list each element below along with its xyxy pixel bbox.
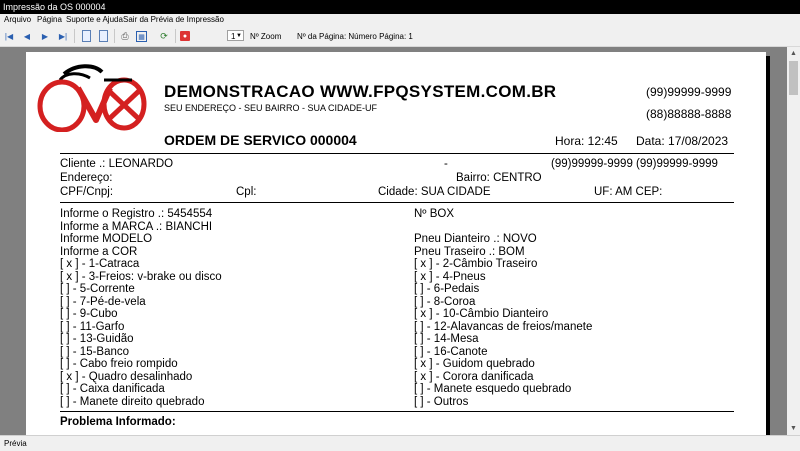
problem-heading: Problema Informado: bbox=[60, 416, 176, 428]
check-item: [ x ] - Quadro desalinhado bbox=[60, 370, 193, 383]
menu-suporte[interactable]: Suporte e Ajuda bbox=[66, 15, 123, 24]
company-name: DEMONSTRACAO WWW.FPQSYSTEM.COM.BR bbox=[164, 82, 557, 101]
check-item: [ ] - 5-Corrente bbox=[60, 283, 135, 295]
order-title: ORDEM DE SERVICO 000004 bbox=[164, 132, 357, 148]
next-page-icon[interactable]: ▶ bbox=[41, 31, 49, 41]
check-item: [ ] - Caixa danificada bbox=[60, 383, 165, 395]
detail-marca: Informe a MARCA .: BIANCHI bbox=[60, 220, 213, 233]
menu-sair-previa[interactable]: Sair da Prévia de Impressão bbox=[123, 15, 224, 24]
check-item: [ x ] - 3-Freios: v-brake ou disco bbox=[60, 270, 222, 283]
client-phones: (99)99999-9999 (99)99999-9999 bbox=[551, 158, 718, 170]
client-city: Cidade: SUA CIDADE bbox=[378, 186, 491, 198]
check-item: [ ] - Cabo freio rompido bbox=[60, 358, 178, 370]
last-page-icon[interactable]: ▶| bbox=[58, 31, 68, 41]
scroll-thumb[interactable] bbox=[789, 61, 798, 95]
check-item: [ ] - 14-Mesa bbox=[414, 333, 479, 345]
detail-pneu-dianteiro: Pneu Dianteiro .: NOVO bbox=[414, 233, 537, 245]
order-date: Data: 17/08/2023 bbox=[636, 134, 729, 148]
client-cpf: CPF/Cnpj: bbox=[60, 186, 114, 198]
menu-arquivo[interactable]: Arquivo bbox=[4, 15, 32, 24]
print-icon[interactable]: ⎙ bbox=[121, 30, 129, 41]
check-item: [ ] - Outros bbox=[414, 395, 469, 408]
prev-page-icon[interactable]: ◀ bbox=[23, 31, 31, 41]
divider bbox=[60, 202, 734, 203]
check-item: [ ] - 9-Cubo bbox=[60, 308, 118, 320]
check-item: [ ] - Manete direito quebrado bbox=[60, 395, 205, 408]
check-item: [ x ] - Guidom quebrado bbox=[414, 358, 535, 370]
check-item: [ x ] - 2-Câmbio Traseiro bbox=[414, 258, 538, 270]
window-title: Impressão da OS 000004 bbox=[0, 0, 800, 14]
client-name: Cliente .: LEONARDO bbox=[60, 158, 174, 170]
toolbar-separator bbox=[74, 29, 75, 43]
divider bbox=[60, 411, 734, 412]
detail-registro: Informe o Registro .: 5454554 bbox=[60, 208, 213, 220]
report-page bbox=[26, 52, 766, 435]
toolbar-separator bbox=[114, 29, 115, 43]
check-item: [ ] - 16-Canote bbox=[414, 345, 488, 358]
status-bar: Prévia bbox=[0, 435, 800, 450]
check-item: [ ] - 8-Coroa bbox=[414, 295, 476, 308]
order-time: Hora: 12:45 bbox=[555, 134, 618, 148]
check-item: [ ] - 15-Banco bbox=[60, 345, 130, 358]
menu-bar bbox=[0, 14, 800, 26]
export-icon[interactable]: ⟳ bbox=[160, 30, 168, 41]
check-item: [ ] - 6-Pedais bbox=[414, 283, 480, 295]
client-cpl: Cpl: bbox=[236, 186, 257, 198]
check-item: [ ] - Manete esquedo quebrado bbox=[414, 383, 572, 395]
scroll-down-icon[interactable]: ▼ bbox=[790, 425, 797, 432]
check-item: [ x ] - Corora danificada bbox=[414, 370, 534, 383]
check-item: [ x ] - 1-Catraca bbox=[60, 258, 140, 270]
company-address: SEU ENDEREÇO - SEU BAIRRO - SUA CIDADE-UF bbox=[164, 103, 378, 113]
detail-box: Nº BOX bbox=[414, 208, 454, 220]
close-preview-icon[interactable]: ● bbox=[180, 31, 190, 41]
zoom-select[interactable] bbox=[227, 30, 244, 41]
client-dash: - bbox=[444, 158, 448, 170]
company-phone-2: (88)88888-8888 bbox=[646, 107, 732, 121]
client-uf-cep: UF: AM CEP: bbox=[594, 186, 663, 198]
zoom-value: 1 bbox=[231, 32, 236, 41]
menu-pagina[interactable]: Página bbox=[37, 15, 62, 24]
grid-icon[interactable]: ▦ bbox=[136, 31, 147, 42]
detail-cor: Informe a COR bbox=[60, 245, 138, 258]
check-item: [ x ] - 4-Pneus bbox=[414, 270, 486, 283]
page-number-label: Nº da Página: Número Página: 1 bbox=[297, 32, 413, 41]
company-phone-1: (99)99999-9999 bbox=[646, 85, 732, 99]
chevron-down-icon: ▼ bbox=[236, 33, 242, 39]
divider bbox=[60, 153, 734, 154]
detail-modelo: Informe MODELO bbox=[60, 233, 153, 245]
check-item: [ ] - 11-Garfo bbox=[60, 320, 125, 333]
check-item: [ ] - 7-Pé-de-vela bbox=[60, 295, 146, 308]
vertical-scrollbar[interactable] bbox=[787, 47, 800, 435]
zoom-label: Nº Zoom bbox=[250, 32, 282, 41]
client-address: Endereço: bbox=[60, 172, 113, 184]
client-district: Bairro: CENTRO bbox=[456, 172, 542, 184]
scroll-up-icon[interactable]: ▲ bbox=[790, 50, 797, 57]
detail-pneu-traseiro: Pneu Traseiro .: BOM bbox=[414, 245, 525, 258]
single-page-icon[interactable] bbox=[80, 30, 92, 42]
bike-logo-icon bbox=[36, 60, 148, 132]
check-item: [ ] - 13-Guidão bbox=[60, 333, 134, 345]
multi-page-icon[interactable] bbox=[97, 30, 109, 42]
check-item: [ ] - 12-Alavancas de freios/manete bbox=[414, 320, 593, 333]
first-page-icon[interactable]: |◀ bbox=[4, 31, 14, 41]
check-item: [ x ] - 10-Câmbio Dianteiro bbox=[414, 308, 549, 320]
toolbar-separator bbox=[175, 29, 176, 43]
preview-area[interactable] bbox=[0, 47, 787, 435]
